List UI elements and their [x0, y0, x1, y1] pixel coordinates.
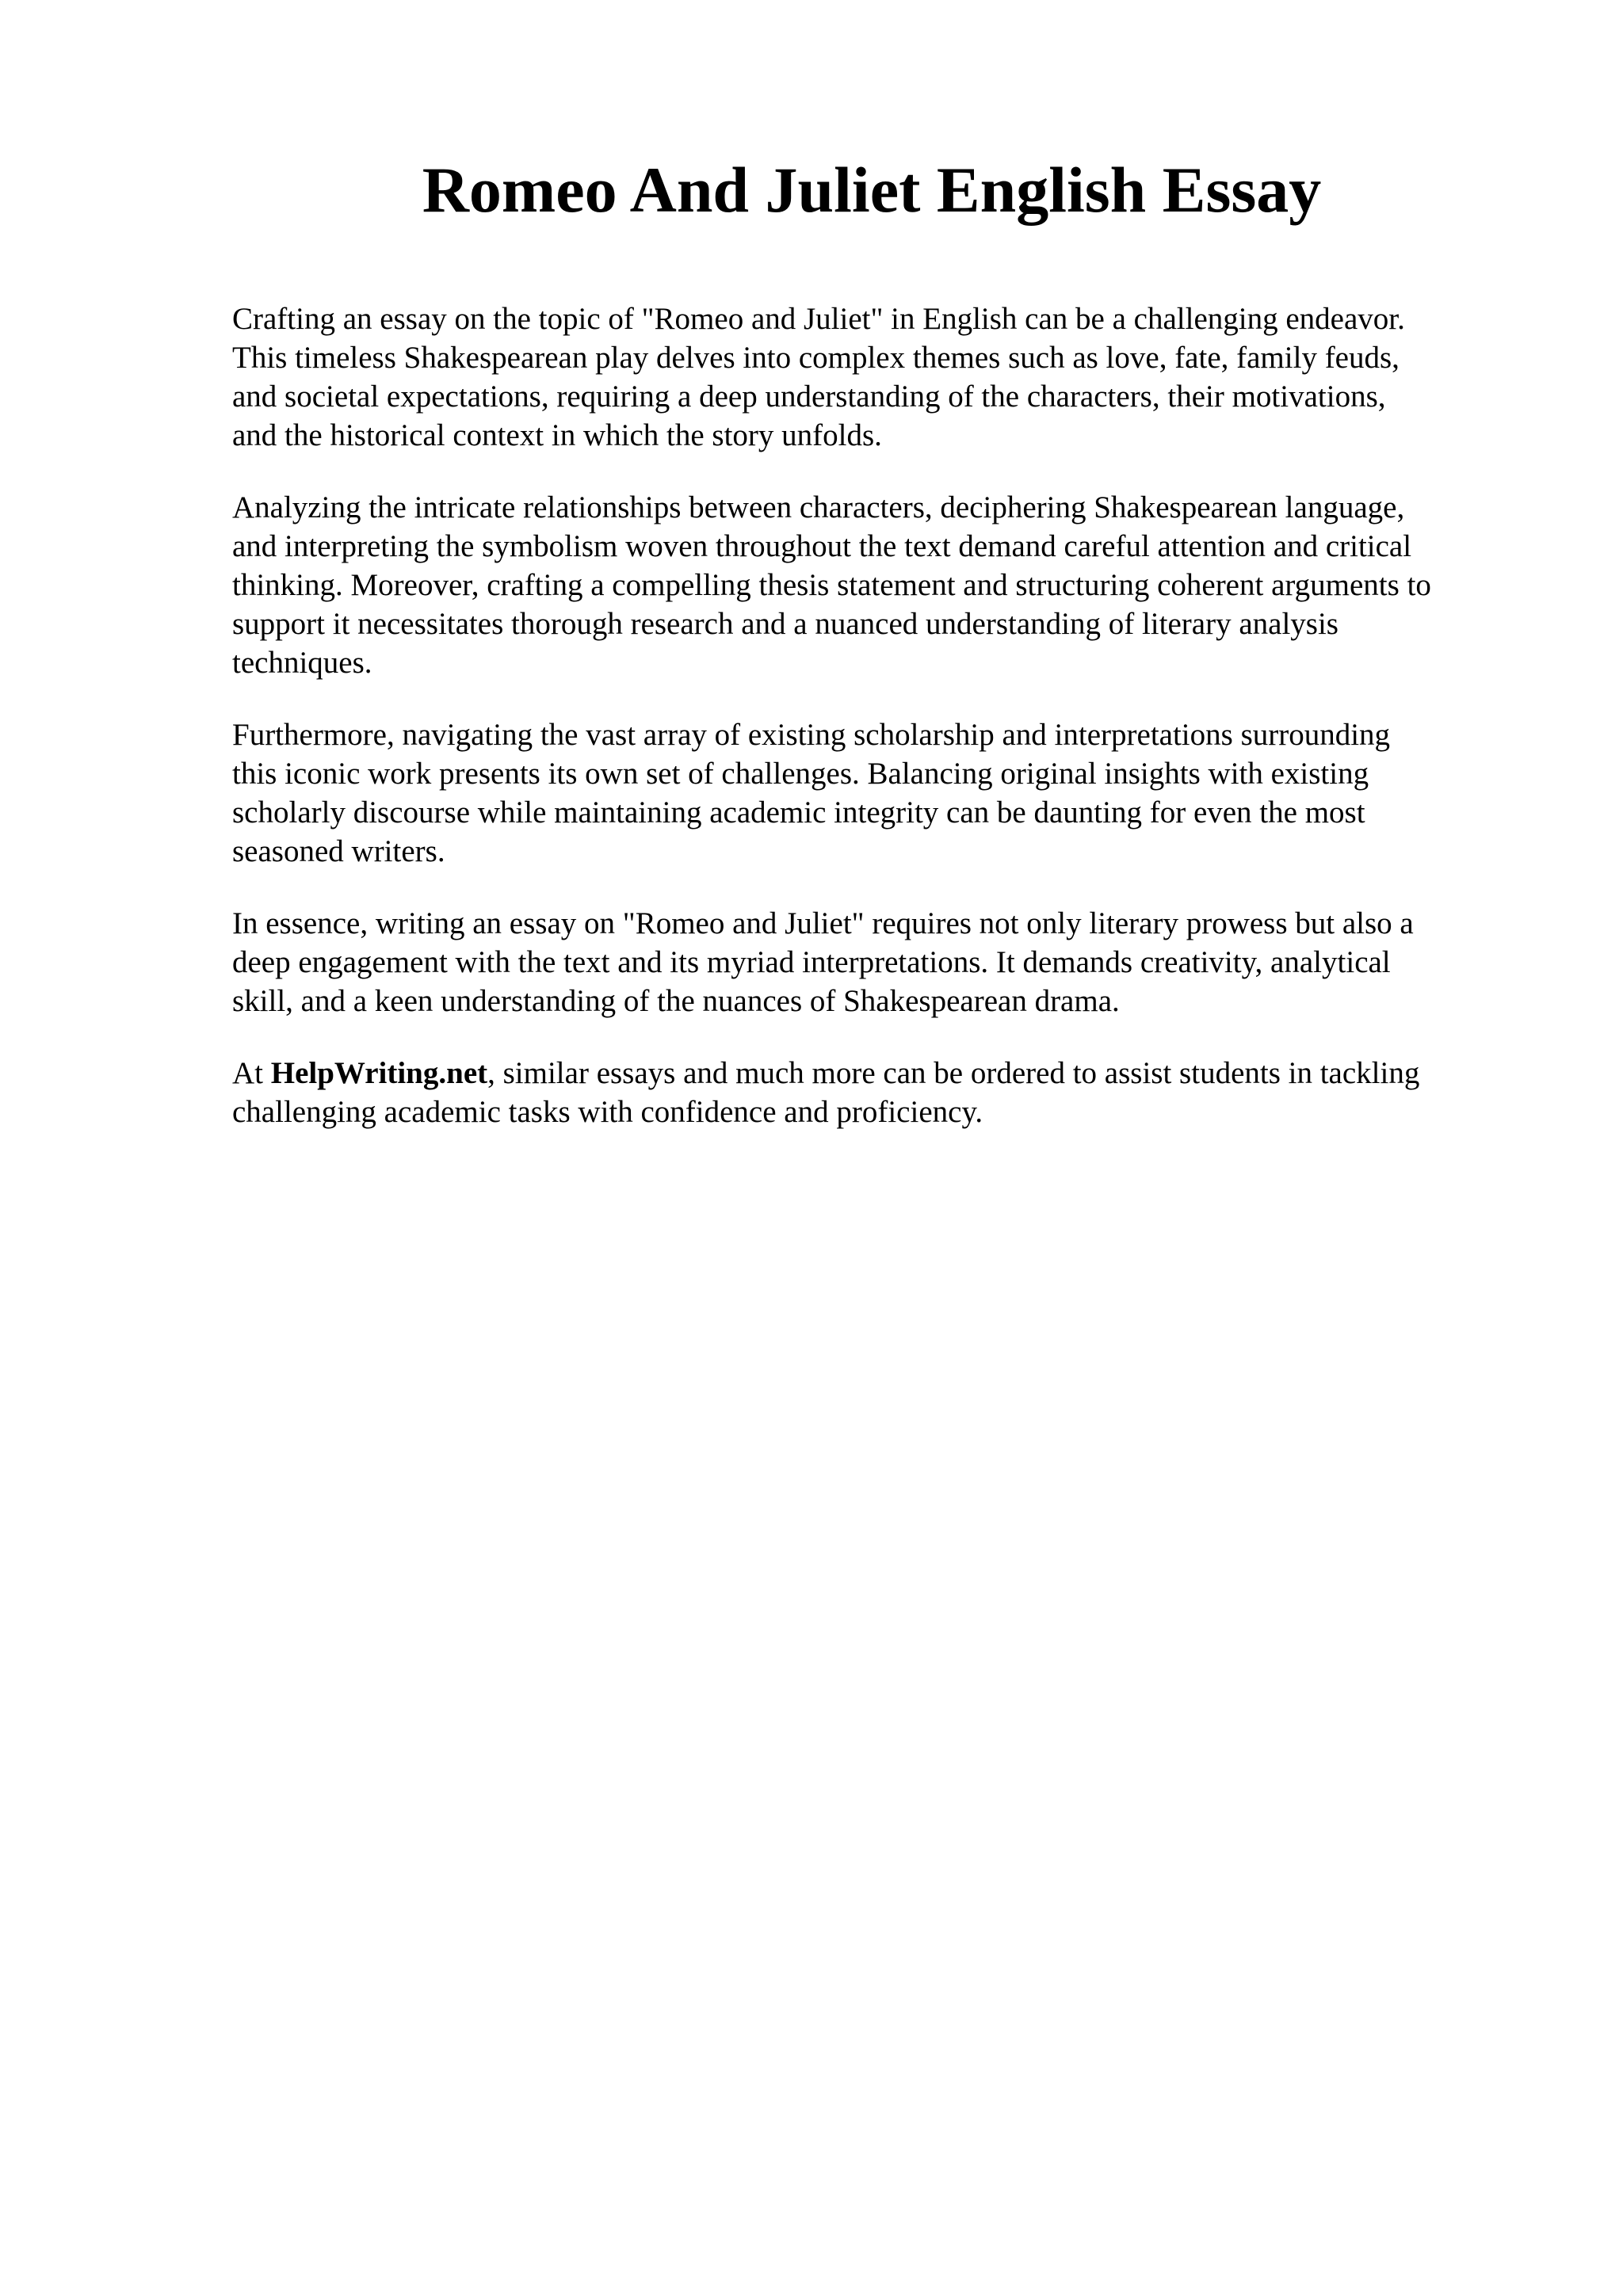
paragraph-line: techniques. [232, 646, 372, 680]
paragraph-line: Furthermore, navigating the vast array of existing scholarship and interpretations surrounding [232, 718, 1391, 752]
paragraph-line: scholarly discourse while maintaining academic integrity can be daunting for even the most [232, 795, 1365, 830]
paragraph-2 [232, 488, 1516, 682]
paragraph-line: skill, and a keen understanding of the nuances of Shakespearean drama. [232, 984, 1120, 1018]
document-title: Romeo And Juliet English Essay [422, 154, 1322, 226]
paragraph-line: Crafting an essay on the topic of "Romeo and Juliet" in English can be a challenging endeavor. [232, 302, 1405, 336]
paragraph-4 [232, 904, 1516, 1020]
helpwriting-link[interactable]: HelpWriting.net [270, 1056, 488, 1090]
paragraph-line: and societal expectations, requiring a deep understanding of the characters, their motivations, [232, 379, 1386, 414]
closing-line-1 [232, 1054, 1516, 1093]
closing-prefix: At [232, 1056, 271, 1090]
closing-line-1-rest: , similar essays and much more can be ordered to assist students in tackling [487, 1056, 1420, 1090]
paragraph-3 [232, 715, 1516, 871]
paragraph-line: This timeless Shakespearean play delves into complex themes such as love, fate, family feuds, [232, 341, 1400, 375]
paragraph-line: In essence, writing an essay on "Romeo and Juliet" requires not only literary prowess but also a [232, 906, 1414, 940]
paragraph-line: and the historical context in which the story unfolds. [232, 418, 882, 452]
paragraph-line: support it necessitates thorough research and a nuanced understanding of literary analysis [232, 607, 1338, 641]
paragraph-line: deep engagement with the text and its myriad interpretations. It demands creativity, analytical [232, 945, 1391, 979]
document-body [232, 299, 1516, 1165]
paragraph-line: Analyzing the intricate relationships between characters, deciphering Shakespearean language, [232, 490, 1405, 524]
paragraph-line: seasoned writers. [232, 834, 445, 868]
closing-paragraph [232, 1054, 1516, 1131]
paragraph-line: and interpreting the symbolism woven throughout the text demand careful attention and critical [232, 529, 1412, 563]
closing-line-2: challenging academic tasks with confidence and proficiency. [232, 1095, 983, 1129]
paragraph-line: thinking. Moreover, crafting a compelling thesis statement and structuring coherent arguments to [232, 568, 1431, 602]
paragraph-1 [232, 299, 1516, 455]
paragraph-line: this iconic work presents its own set of challenges. Balancing original insights with existing [232, 757, 1369, 791]
